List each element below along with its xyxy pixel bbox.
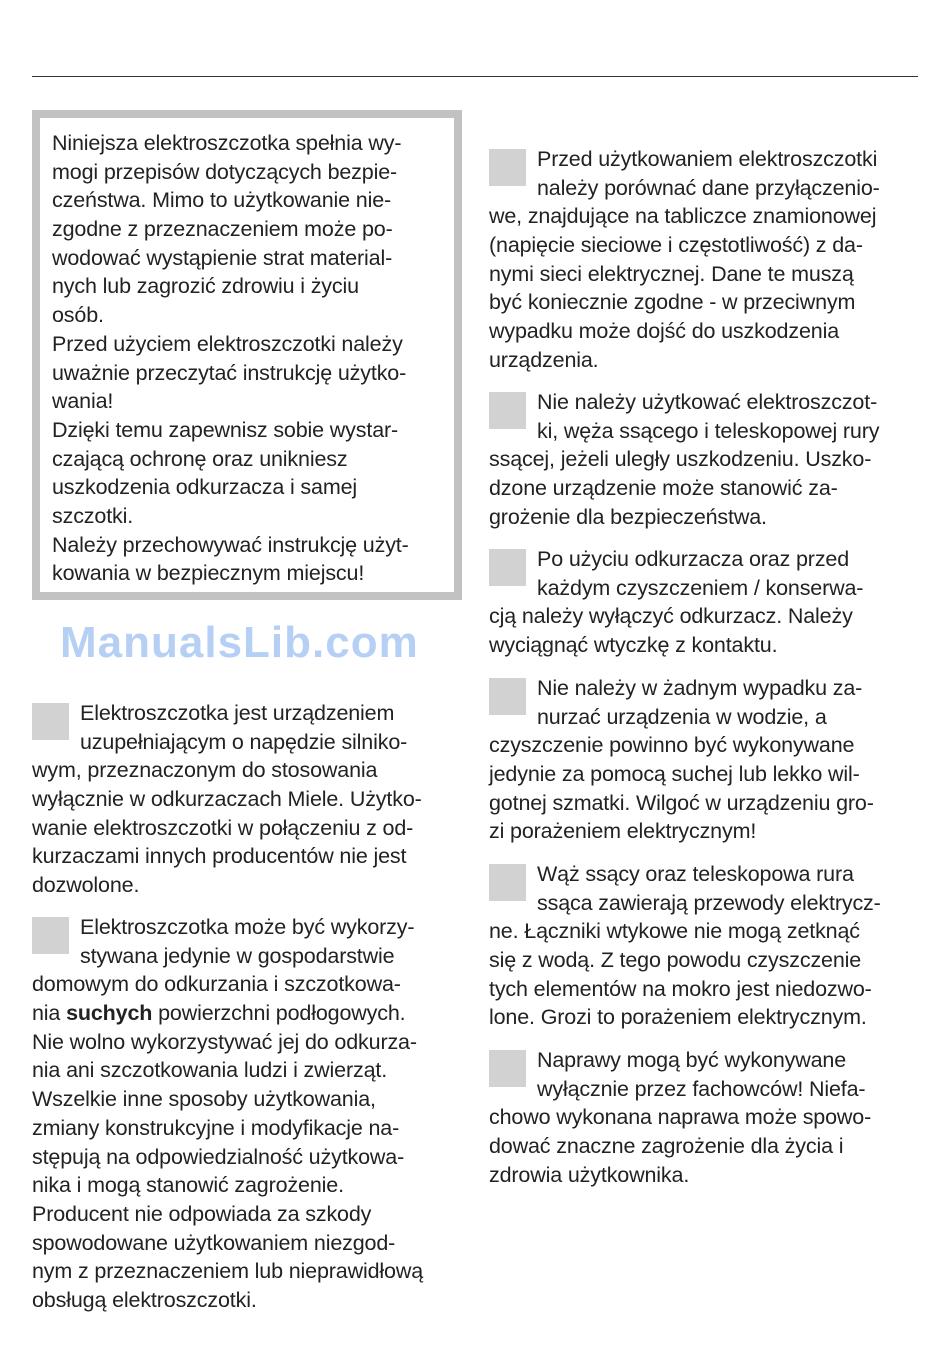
text-line: ssącej, jeżeli uległy uszkodzeniu. Uszko- bbox=[489, 447, 872, 472]
paragraph-hose-wires bbox=[489, 860, 881, 1032]
emphasis-text: suchych bbox=[66, 1001, 153, 1026]
text-line: domowym do odkurzania i szczotkowa- bbox=[32, 972, 401, 997]
paragraph-repairs bbox=[489, 1046, 871, 1189]
header-rule bbox=[32, 76, 918, 77]
text-line: chowo wykonana naprawa może spowo- bbox=[489, 1105, 872, 1130]
text-line: obsługą elektroszczotki. bbox=[32, 1287, 257, 1312]
text-line: Nie wolno wykorzystywać jej do odkurza- bbox=[32, 1029, 417, 1054]
text-line: nia ani szczotkowania ludzi i zwierząt. bbox=[32, 1058, 388, 1083]
text-line: uzupełniającym o napędzie silniko- bbox=[80, 729, 408, 754]
text-line: Przed użytkowaniem elektroszczotki bbox=[537, 147, 878, 171]
text-line: jedynie za pomocą suchej lub lekko wil- bbox=[489, 762, 860, 787]
text-line: się z wodą. Z tego powodu czyszczenie bbox=[489, 948, 862, 973]
paragraph-intended-use bbox=[32, 699, 422, 900]
text-line: spowodowane użytkowaniem niezgod- bbox=[32, 1230, 396, 1255]
text-line: wyciągnąć wtyczkę z kontaktu. bbox=[489, 633, 778, 658]
bullet-square-icon bbox=[489, 1050, 526, 1087]
text-line: wym, przeznaczonym do stosowania bbox=[32, 758, 378, 783]
text-line: należy porównać dane przyłączenio- bbox=[537, 175, 880, 200]
text-line: Producent nie odpowiada za szkody bbox=[32, 1201, 372, 1226]
text-line: stywana jedynie w gospodarstwie bbox=[80, 943, 395, 968]
text-line: tych elementów na mokro jest niedozwo- bbox=[489, 976, 872, 1001]
text-line: ne. Łączniki wtykowe nie mogą zetknąć bbox=[489, 919, 860, 944]
text-line: wodować wystąpienie strat material- bbox=[52, 245, 393, 270]
text-line: dować znaczne zagrożenie dla życia i bbox=[489, 1134, 844, 1159]
text-line: mogi przepisów dotyczących bezpie- bbox=[52, 159, 398, 184]
text-line: uważnie przeczytać instrukcję użytko- bbox=[52, 360, 407, 385]
text-line: ssąca zawierają przewody elektrycz- bbox=[537, 890, 881, 915]
text-line: Nie należy użytkować elektroszczot- bbox=[537, 390, 878, 414]
text-line: gotnej szmatki. Wilgoć w urządzeniu gro- bbox=[489, 790, 874, 815]
text-line: nym z przeznaczeniem lub nieprawidłową bbox=[32, 1259, 424, 1284]
watermark: ManualsLib.com bbox=[60, 618, 419, 667]
text-line: Wąż ssący oraz teleskopowa rura bbox=[537, 862, 854, 886]
bullet-square-icon bbox=[32, 703, 69, 740]
text-line: wanie elektroszczotki w połączeniu z od- bbox=[32, 815, 414, 840]
text-segment: nia bbox=[32, 1001, 67, 1026]
text-line: być koniecznie zgodne - w przeciwnym bbox=[489, 290, 856, 315]
text-line: zdrowia użytkownika. bbox=[489, 1162, 690, 1187]
text-line: każdym czyszczeniem / konserwa- bbox=[537, 575, 864, 600]
text-line: dzone urządzenie może stanowić za- bbox=[489, 476, 838, 501]
text-line: czeństwa. Mimo to użytkowanie nie- bbox=[52, 188, 392, 213]
text-line: Niniejsza elektroszczotka spełnia wy- bbox=[52, 131, 402, 155]
text-line: Wszelkie inne sposoby użytkowania, bbox=[32, 1087, 376, 1112]
text-segment: powierzchni podłogowych. bbox=[152, 1001, 406, 1026]
text-line bbox=[32, 999, 423, 1028]
bullet-square-icon bbox=[489, 392, 526, 429]
text-line: nych lub zagrozić zdrowiu i życiu bbox=[52, 274, 359, 299]
text-line: uszkodzenia odkurzacza i samej bbox=[52, 475, 358, 500]
text-line: szczotki. bbox=[52, 503, 134, 528]
text-line: dozwolone. bbox=[32, 873, 140, 898]
text-line: Należy przechowywać instrukcję użyt- bbox=[52, 532, 409, 557]
paragraph-household-use bbox=[32, 913, 423, 1315]
text-line: wyłącznie w odkurzaczach Miele. Użytko- bbox=[32, 787, 422, 812]
text-line: Naprawy mogą być wykonywane bbox=[537, 1048, 847, 1072]
text-line: Elektroszczotka może być wykorzy- bbox=[80, 915, 415, 939]
text-line: czyszczenie powinno być wykonywane bbox=[489, 733, 855, 758]
safety-notice-text bbox=[52, 129, 409, 588]
text-line: Elektroszczotka jest urządzeniem bbox=[80, 701, 395, 725]
text-line: urządzenia. bbox=[489, 347, 599, 372]
bullet-square-icon bbox=[32, 917, 69, 954]
text-line: we, znajdujące na tabliczce znamionowej bbox=[489, 204, 877, 229]
bullet-square-icon bbox=[489, 149, 526, 186]
text-line: Dzięki temu zapewnisz sobie wystar- bbox=[52, 417, 399, 442]
text-line: wypadku może dojść do uszkodzenia bbox=[489, 319, 839, 344]
text-line: Nie należy w żadnym wypadku za- bbox=[537, 676, 863, 700]
text-line: osób. bbox=[52, 303, 104, 328]
text-line: czającą ochronę oraz unikniesz bbox=[52, 446, 348, 471]
text-line: nymi sieci elektrycznej. Dane te muszą bbox=[489, 261, 854, 286]
text-line: Po użyciu odkurzacza oraz przed bbox=[537, 547, 850, 571]
text-line: cją należy wyłączyć odkurzacz. Należy bbox=[489, 604, 853, 629]
paragraph-no-water bbox=[489, 674, 874, 846]
text-line: nika i mogą stanowić zagrożenie. bbox=[32, 1173, 344, 1198]
bullet-square-icon bbox=[489, 549, 526, 586]
text-line: kowania w bezpiecznym miejscu! bbox=[52, 561, 365, 586]
text-line: stępują na odpowiedzialność użytkowa- bbox=[32, 1144, 405, 1169]
text-line: grożenie dla bezpieczeństwa. bbox=[489, 504, 767, 529]
text-line: (napięcie sieciowe i częstotliwość) z da- bbox=[489, 233, 863, 258]
text-line: zgodne z przeznaczeniem może po- bbox=[52, 217, 393, 242]
paragraph-unplug bbox=[489, 545, 864, 660]
text-line: wyłącznie przez fachowców! Niefa- bbox=[537, 1076, 866, 1101]
text-line: Przed użyciem elektroszczotki należy bbox=[52, 331, 403, 356]
text-line: wania! bbox=[52, 389, 114, 414]
paragraph-voltage-check bbox=[489, 145, 880, 375]
text-line: kurzaczami innych producentów nie jest bbox=[32, 844, 407, 869]
text-line: zmiany konstrukcyjne i modyfikacje na- bbox=[32, 1115, 400, 1140]
text-line: lone. Grozi to porażeniem elektrycznym. bbox=[489, 1005, 867, 1030]
paragraph-damaged-device bbox=[489, 388, 880, 531]
bullet-square-icon bbox=[489, 678, 526, 715]
text-line: zi porażeniem elektrycznym! bbox=[489, 819, 757, 844]
text-line: ki, węża ssącego i teleskopowej rury bbox=[537, 418, 880, 443]
text-line: nurzać urządzenia w wodzie, a bbox=[537, 704, 827, 729]
bullet-square-icon bbox=[489, 864, 526, 901]
